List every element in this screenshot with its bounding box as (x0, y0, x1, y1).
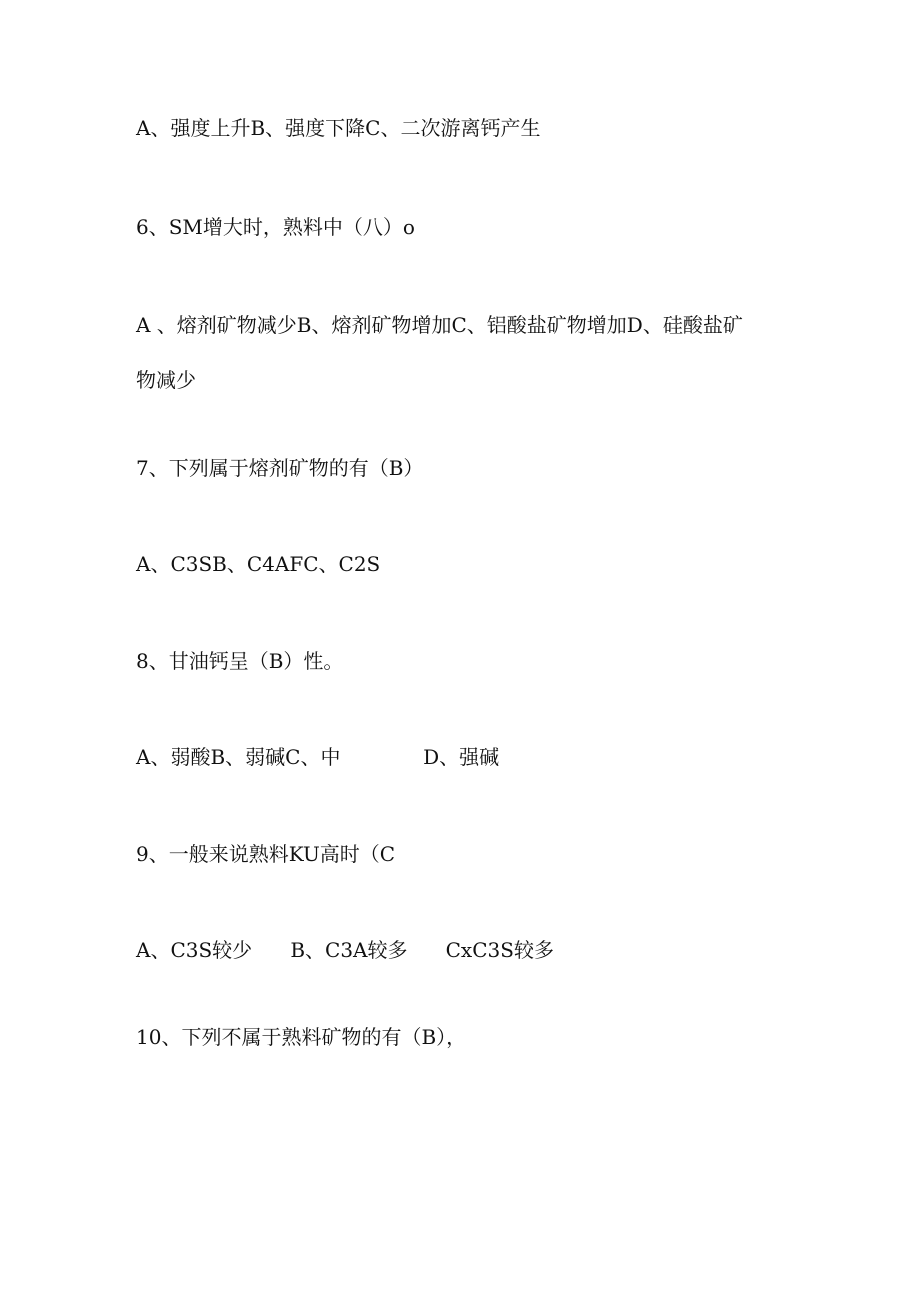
option-line-q6-continued: 物减少 (136, 368, 196, 392)
question-10: 10、下列不属于熟料矿物的有（B）， (136, 1025, 467, 1049)
option-line-q8: A、弱酸B、弱碱C、中 D、强碱 (136, 745, 500, 769)
option-line-q5: A、强度上升B、强度下降C、二次游离钙产生 (136, 116, 541, 140)
question-8: 8、甘油钙呈（B）性。 (136, 649, 344, 673)
option-line-q9: A、C3S较少 B、C3A较多 CxC3S较多 (136, 938, 554, 962)
question-9: 9、一般来说熟料KU高时（C (136, 842, 396, 866)
option-line-q7: A、C3SB、C4AFC、C2S (136, 552, 381, 576)
option-line-q6: A 、熔剂矿物减少B、熔剂矿物增加C、铝酸盐矿物增加D、硅酸盐矿 (136, 313, 743, 337)
question-7: 7、下列属于熔剂矿物的有（B） (136, 456, 424, 480)
question-6: 6、SM增大时，熟料中（八）o (136, 215, 415, 239)
